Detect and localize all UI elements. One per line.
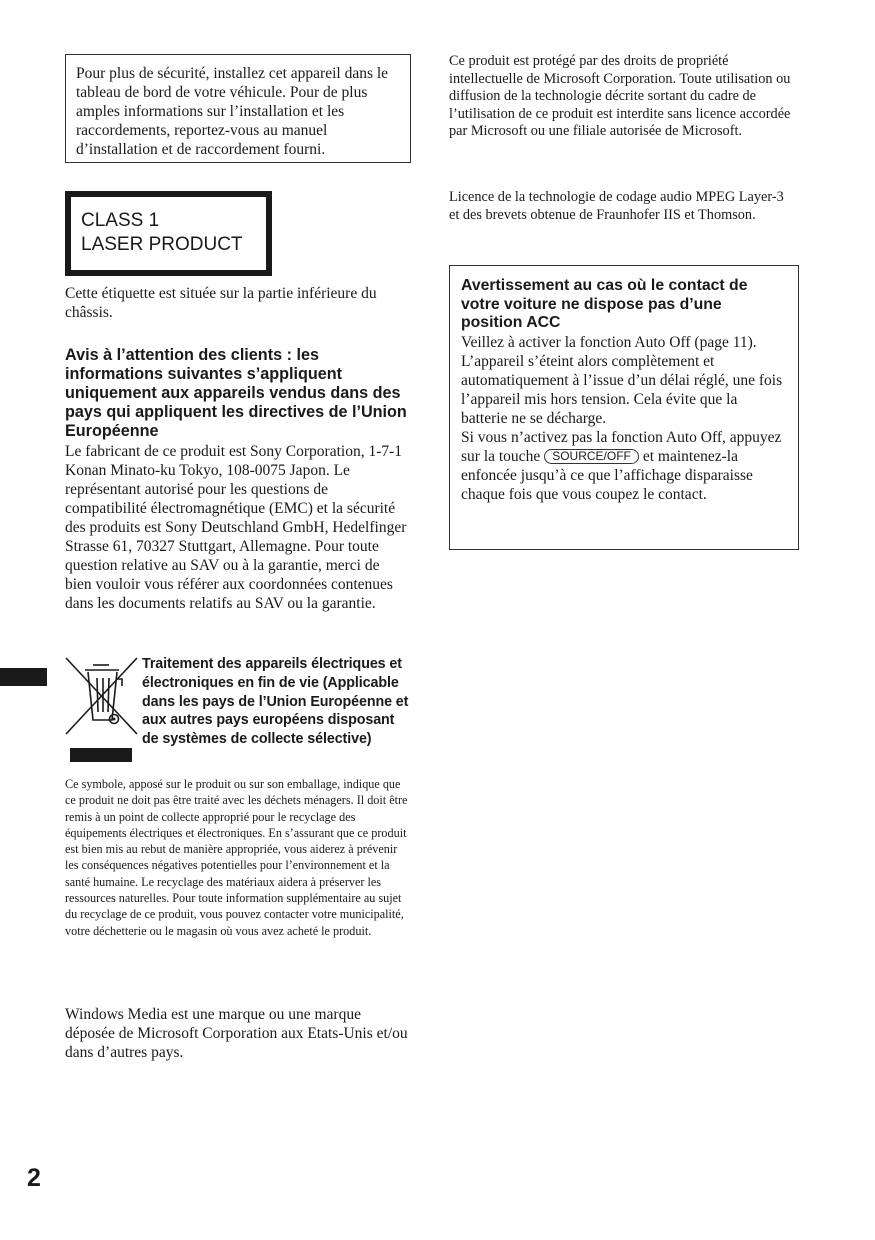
laser-class-label — [65, 191, 272, 276]
safety-notice-text: Pour plus de sécurité, installez cet appareil dans le tableau de bord de votre véhicule. Pour de plus amples informations sur l’installation et les raccordements, reportez-vous au manuel d’installation et de raccordement fourni. — [76, 65, 389, 158]
acc-warning-p3 — [461, 428, 786, 504]
page-number: 2 — [27, 1164, 41, 1192]
eu-notice-body: Le fabricant de ce produit est Sony Corporation, 1-7-1 Konan Minato-ku Tokyo, 108-0075 Japon. Le représentant autorisé pour les questions de compatibilité électromagnétique (EMC) et la sécurité des produits est Sony Deutschland GmbH, Hedelfinger Strasse 61, 70327 Stuttgart, Allemagne. Pour toute question relative au SAV ou à la garantie, merci de bien vouloir vous référer aux coordonnées contenues dans les documents relatifs au SAV ou la garantie. — [65, 443, 407, 612]
safety-notice-box — [65, 54, 411, 163]
mpeg-licence-notice: Licence de la technologie de codage audio MPEG Layer-3 et des brevets obtenue de Fraunhofer IIS et Thomson. — [449, 189, 784, 223]
microsoft-copyright-notice: Ce produit est protégé par des droits de propriété intellectuelle de Microsoft Corporation. Toute utilisation ou diffusion de la technologie décrite sortant du cadre de l’utilisation de ce produit est interdite sans licence accordée par Microsoft ou une filiale autorisée de Microsoft. — [449, 53, 791, 140]
acc-warning-p2: L’appareil s’éteint alors complètement et automatiquement à l’issue d’un délai réglé, une fois l’appareil mis hors tension. Cela évite que la batterie ne se décharge. — [461, 352, 783, 427]
section-tab-marker — [0, 668, 47, 686]
label-location-note: Cette étiquette est située sur la partie inférieure du châssis. — [65, 285, 377, 321]
acc-warning-box — [449, 265, 799, 550]
eu-notice-heading: Avis à l’attention des clients : les informations suivantes s’appliquent uniquement aux appareils vendus dans des pays qui appliquent les directives de l’Union Européenne — [65, 346, 407, 440]
source-off-key: SOURCE/OFF — [544, 449, 639, 464]
weee-underline-bar — [70, 748, 132, 762]
acc-warning-body — [461, 333, 786, 504]
weee-title: Traitement des appareils électriques et électroniques en fin de vie (Applicable dans les pays de l’Union Européenne et aux autres pays européens disposant de systèmes de collecte sélective) — [142, 656, 409, 748]
acc-warning-p3-after: et maintenez-la enfoncée jusqu’à ce que l’affichage disparaisse chaque fois que vous coupez le contact. — [461, 447, 753, 503]
windows-media-trademark: Windows Media est une marque ou une marque déposée de Microsoft Corporation aux Etats-Unis et/ou dans d’autres pays. — [65, 1006, 408, 1061]
laser-label-line1: CLASS 1 — [81, 210, 160, 231]
acc-warning-heading: Avertissement au cas où le contact de votre voiture ne dispose pas d’une position ACC — [461, 277, 748, 332]
crossed-out-wheeled-bin-icon — [64, 656, 139, 738]
laser-label-line2: LASER PRODUCT — [81, 234, 243, 255]
laser-label-inner — [71, 197, 266, 270]
acc-warning-p1: Veillez à activer la fonction Auto Off (page 11). — [461, 333, 757, 351]
weee-body: Ce symbole, apposé sur le produit ou sur son emballage, indique que ce produit ne doit pas être traité avec les déchets ménagers. Il doit être remis à un point de collecte approprié pour le recyclage des équipements électriques et électroniques. En s’assurant que ce produit est bien mis au rebut de manière appropriée, vous aiderez à prévenir les conséquences négatives potentielles pour l’environnement et la santé humaine. Le recyclage des matériaux aidera à préserver les ressources naturelles. Pour toute information supplémentaire au sujet du recyclage de ce produit, vous pouvez contacter votre municipalité, votre déchetterie ou le magasin où vous avez acheté le produit. — [65, 777, 408, 938]
acc-warning-p3-before: Si vous n’activez pas la fonction Auto Off, appuyez sur la touche — [461, 428, 782, 465]
